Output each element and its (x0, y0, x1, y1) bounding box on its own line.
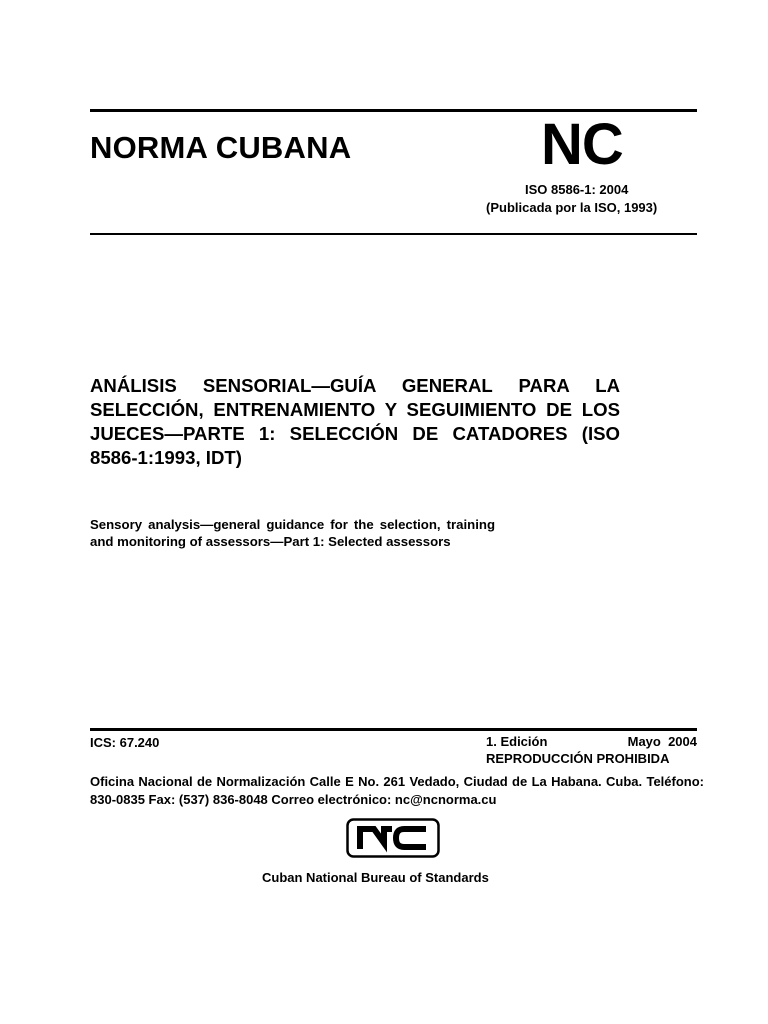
document-title-english: Sensory analysis—general guidance for the selection, training and monitoring of assessors—Part 1: Selected assessors (90, 517, 495, 549)
edition-row (486, 734, 697, 749)
nc-logo-icon (346, 818, 440, 858)
footer-top-rule (90, 728, 697, 731)
standard-series-title: NORMA CUBANA (90, 130, 352, 165)
iso-number: ISO 8586-1: 2004 (525, 182, 629, 197)
edition-date: Mayo 2004 (627, 734, 697, 749)
ics-code: ICS: 67.240 (90, 735, 160, 750)
document-title-spanish: ANÁLISIS SENSORIAL—GUÍA GENERAL PARA LA SELECCIÓN, ENTRENAMIENTO Y SEGUIMIENTO DE LOS JUECES—PARTE 1: SELECCIÓN DE CATADORES (ISO 8586-1:1993, IDT) (90, 375, 620, 468)
edition-label: 1. Edición (486, 734, 548, 749)
bureau-name: Cuban National Bureau of Standards (262, 870, 489, 885)
iso-publication-note: (Publicada por la ISO, 1993) (486, 200, 658, 215)
reproduction-notice: REPRODUCCIÓN PROHIBIDA (486, 751, 670, 766)
nc-mark: NC (541, 112, 623, 177)
header-bottom-rule (90, 233, 697, 235)
office-contact: Oficina Nacional de Normalización Calle E No. 261 Vedado, Ciudad de La Habana. Cuba. Teléfono: 830-0835 Fax: (537) 836-8048 Correo electrónico: nc@ncnorma.cu (90, 774, 704, 807)
